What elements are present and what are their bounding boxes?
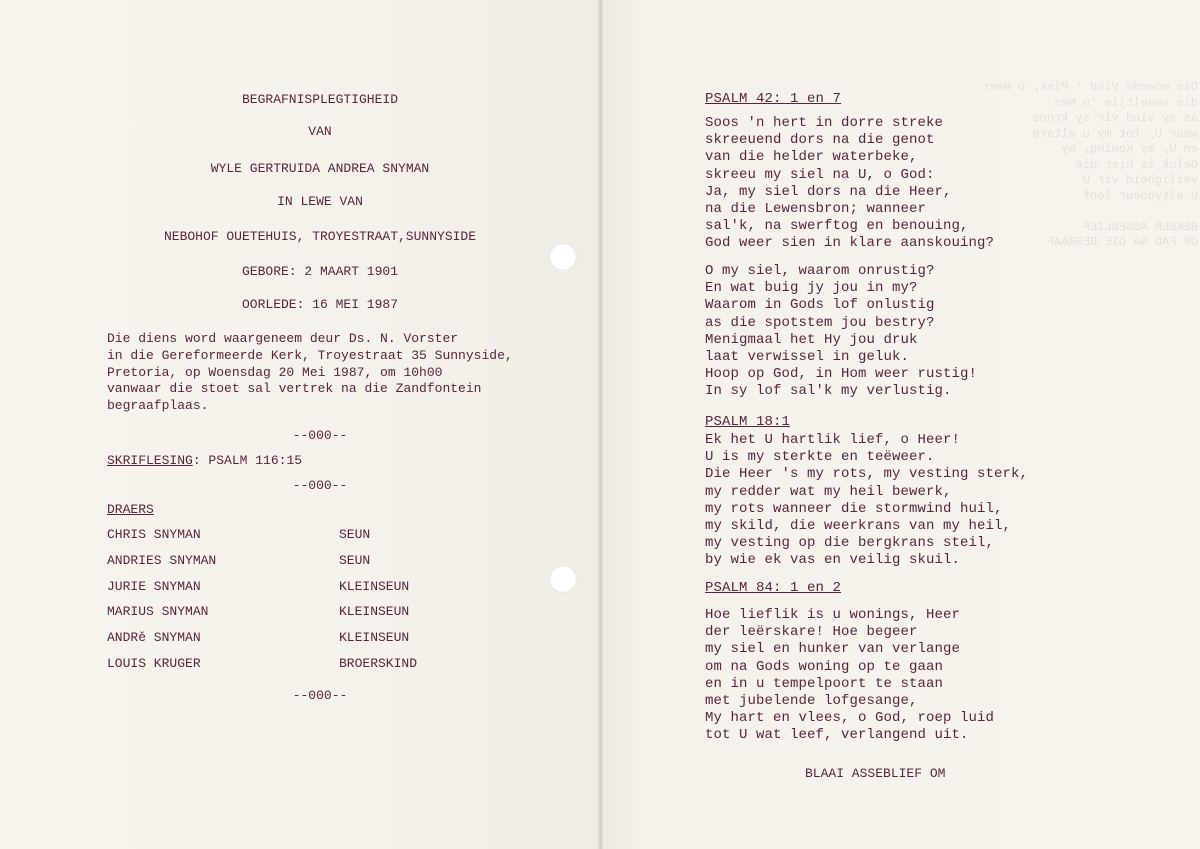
psalm-42-verse-7: O my siel, waarom onrustig? En wat buig jy jou in my? Waarom in Gods lof onlustig as die spotstem jou bestry? Menigmaal het Hy jou druk laat verwissel in geluk. Hoop op God, in Hom weer rustig! In sy lof sal'k my verlustig. [705,263,978,400]
pallbearer-name: JURIE SNYMAN [107,578,201,594]
pallbearer-relation: KLEINSEUN [339,578,410,594]
bleed-through-decoration: Die moeede Vind ‘ Plek, o Heer die swaeltjie ‘n Nes as sy vind vir sy kroos waar U, tot my u altare en U, my Koning, my Geluk is hier die veiligheid vir U U altyddeur loof BEKEER ASSEBLIEF OP PAD NA DIE BEGRAAF [981,80,1198,249]
pallbearer-relation: BROERSKIND [339,655,418,671]
pallbearer-name: CHRIS SNYMAN [107,527,201,542]
separator: --000-- [292,688,348,703]
scripture-reference: : PSALM 116:15 [192,453,303,468]
scripture-reading [107,453,302,469]
pallbearer-relation: SEUN [339,552,371,568]
pallbearer-relation: KLEINSEUN [339,604,410,620]
psalm-84-title: PSALM 84: 1 en 2 [705,580,842,596]
deceased-name: WYLE GERTRUIDA ANDREA SNYMAN [210,161,430,176]
binder-hole-top [549,243,577,271]
birth-date: GEBORE: 2 MAART 1901 [241,264,399,279]
separator: --000-- [292,478,348,493]
pallbearer-row [107,656,437,682]
pallbearer-row [107,553,437,579]
pallbearer-name: LOUIS KRUGER [107,655,201,671]
van-label: VAN [308,124,332,139]
programme-title: BEGRAFNISPLEGTIGHEID [241,92,399,107]
residence-address: NEBOHOF OUETEHUIS, TROYESTRAAT,SUNNYSIDE [163,229,477,244]
pallbearer-row [107,579,437,605]
pallbearer-row [107,630,437,656]
psalm-18-text: Ek het U hartlik lief, o Heer! U is my sterkte en teëweer. Die Heer 's my rots, my vesting sterk, my redder wat my heil bewerk, my rots wanneer die stormwind huil, my skild, die weerkrans van my heil, my vesting op die bergkrans steil, by wie ek vas en veilig skuil. [705,432,1029,569]
page-fold [598,0,604,849]
turn-page-note: BLAAI ASSEBLIEF OM [805,766,946,781]
psalm-42-title: PSALM 42: 1 en 7 [705,91,842,107]
binder-hole-bottom [549,565,577,593]
service-details: Die diens word waargeneem deur Ds. N. Vorster in die Gereformeerde Kerk, Troyestraat 35 Sunnyside, Pretoria, op Woensdag 20 Mei 1987, om 10h00 vanwaar die stoet sal vertrek na die Zandfontein begraafplaas. [107,331,513,414]
psalm-84-text: Hoe lieflik is u wonings, Heer der leërskare! Hoe begeer my siel en hunker van verlange om na Gods woning op te gaan en in u tempelpoort te staan met jubelende lofgesange, My hart en vlees, o God, roep luid tot U wat leef, verlangend uit. [705,607,995,744]
pallbearer-row [107,604,437,630]
pallbearer-name: MARIUS SNYMAN [107,604,209,620]
psalm-18-title: PSALM 18:1 [705,414,791,430]
pallbearer-relation: SEUN [339,527,371,542]
scripture-label: SKRIFLESING [107,453,193,468]
pallbearers-heading: DRAERS [107,502,154,517]
separator: --000-- [292,428,348,443]
in-lewe-van-label: IN LEWE VAN [277,194,363,209]
psalm-42-verse-1: Soos 'n hert in dorre streke skreeuend dors na die genot van die helder waterbeke, skreeu my siel na U, o God: Ja, my siel dors na die Heer, na die Lewensbron; wanneer sal'k, na swerftog en benouing, God weer sien in klare aanskouing? [705,115,995,252]
pallbearer-relation: KLEINSEUN [339,630,410,646]
pallbearer-row [107,527,437,553]
death-date: OORLEDE: 16 MEI 1987 [241,297,399,312]
pallbearers-list [107,527,437,682]
pallbearer-name: ANDRě SNYMAN [107,630,201,646]
pallbearer-name: ANDRIES SNYMAN [107,552,217,568]
